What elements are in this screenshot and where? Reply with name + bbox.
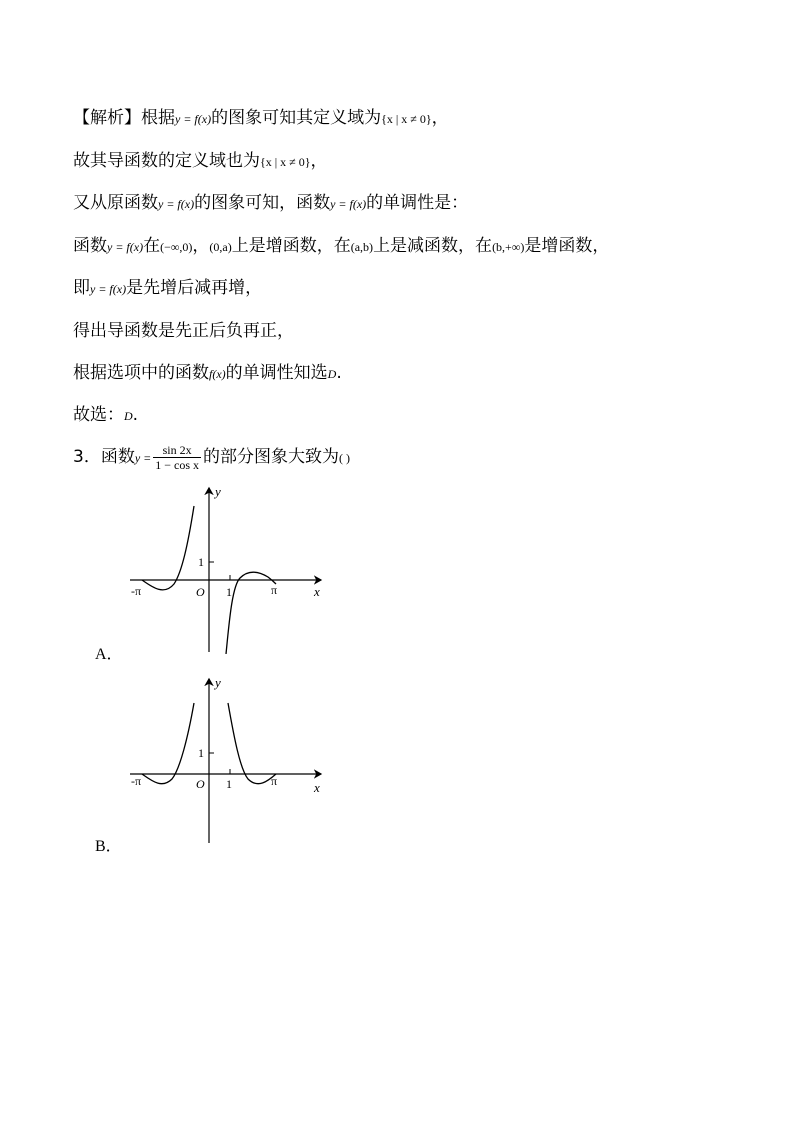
- analysis-line-7: 根据选项中的函数f(x)的单调性知选D.: [73, 363, 342, 383]
- pos-pi-label: π: [271, 583, 278, 597]
- y-one-label: 1: [198, 746, 204, 760]
- curve-left: [142, 506, 194, 590]
- fraction: [153, 443, 201, 472]
- fraction-denominator: 1 − cos x: [155, 457, 200, 472]
- analysis-line-4: 函数y = f(x)在(−∞,0)，(0,a)上是增函数，在(a,b)上是减函数，在(b,+∞)是增函数，: [73, 236, 610, 256]
- curve-right: [226, 572, 276, 654]
- y-axis-label: y: [215, 675, 221, 690]
- answer-blank: ( ): [339, 451, 351, 465]
- neg-pi-label: -π: [131, 584, 142, 598]
- option-a-label: A．: [95, 646, 123, 663]
- origin-label: O: [196, 777, 205, 791]
- x-one-label: 1: [226, 777, 232, 791]
- x-axis-label: x: [314, 780, 320, 795]
- analysis-line-2: 故其导函数的定义域也为{x | x ≠ 0}，: [73, 151, 328, 171]
- neg-pi-label: -π: [131, 774, 142, 788]
- x-one-label: 1: [226, 585, 232, 599]
- curve-right: [228, 703, 276, 784]
- analysis-line-8: 故选：D.: [73, 405, 139, 425]
- analysis-line-6: 得出导函数是先正后负再正，: [73, 321, 294, 341]
- analysis-line-1: 【解析】根据y = f(x)的图象可知其定义域为{x | x ≠ 0}，: [73, 108, 449, 128]
- question-3: 3．函数y = $\frac{\sin 2x}{\text{1 − cos x}}$ 的部分图象大致为( ): [73, 442, 351, 472]
- origin-label: O: [196, 585, 205, 599]
- option-b-label: B．: [95, 838, 122, 855]
- curve-left: [142, 703, 194, 784]
- question-number: 3．: [73, 447, 101, 467]
- fraction-numerator: sin 2x: [162, 442, 192, 457]
- pos-pi-label: π: [271, 774, 278, 788]
- graph-a: [118, 484, 333, 654]
- analysis-line-3: 又从原函数y = f(x)的图象可知，函数y = f(x)的单调性是：: [73, 193, 469, 213]
- y-one-label: 1: [198, 555, 204, 569]
- y-axis-label: y: [215, 484, 221, 499]
- analysis-line-5: 即y = f(x)是先增后减再增，: [73, 278, 263, 298]
- graph-b: [118, 675, 333, 845]
- analysis-label: 【解析】: [73, 108, 141, 128]
- x-axis-label: x: [314, 584, 320, 599]
